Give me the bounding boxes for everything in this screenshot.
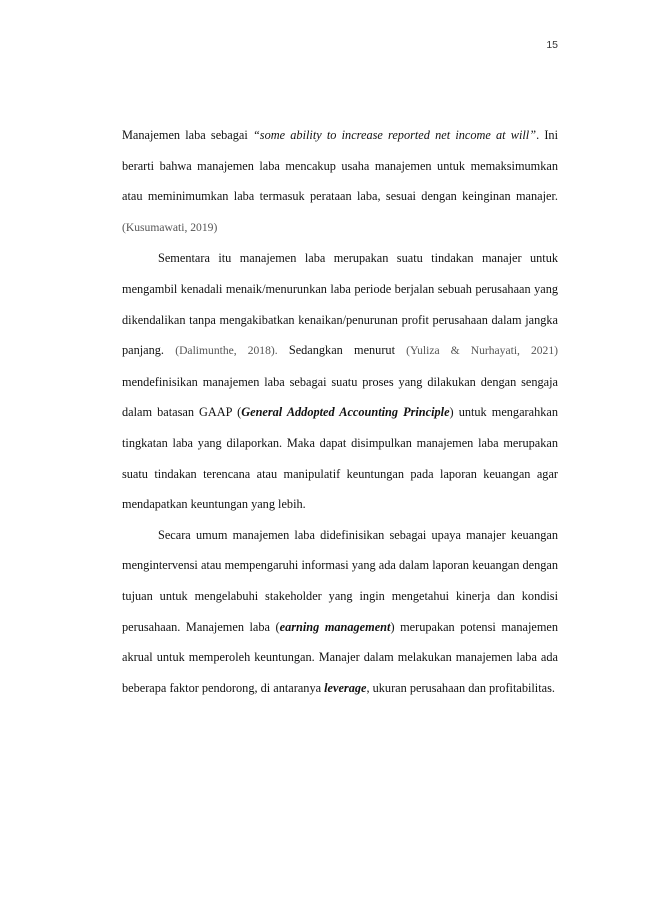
p2-text-1: Sementara itu manajemen laba merupakan suatu tindakan manajer untuk mengambil kenadali menaik/menurunkan laba periode berjalan sebuah perusahaan yang dikendalikan tanpa mengakibatkan kenaikan/penurunan profit perusahaan dalam jangka panjang. [122,251,558,358]
paragraph-1 [122,120,558,243]
p3-text-2: ) merupakan potensi manajemen akrual untuk memperoleh keuntungan. Manajer dalam melakukan manajemen laba ada beberapa faktor pendorong, di antaranya [122,619,558,695]
p1-text-1: Manajemen laba sebagai [122,128,253,142]
p1-quote: “some ability to increase reported net income at will” [252,128,537,142]
paragraph-2 [122,243,558,519]
page-number: 15 [546,39,558,51]
p3-text-3: , ukuran perusahaan dan profitabilitas. [366,680,555,695]
p1-citation: (Kusumawati, 2019) [122,220,218,234]
p2-text-4: ) untuk mengarahkan tingkatan laba yang dilaporkan. Maka dapat disimpulkan manajemen laba merupakan suatu tindakan terencana atau manipulatif keuntungan pada laporan keuangan agar mendapatkan keuntungan yang lebih. [122,405,558,512]
p2-citation-1: (Dalimunthe, 2018). [175,344,278,358]
body-text [122,120,558,703]
p2-gaap-term: General Addopted Accounting Principle [241,405,450,420]
p3-term-leverage: leverage [324,680,367,695]
p2-citation-2: (Yuliza & Nurhayati, 2021) [406,344,559,358]
p3-text-1: Secara umum manajemen laba didefinisikan sebagai upaya manajer keuangan mengintervensi atau mempengaruhi informasi yang ada dalam laporan keuangan dengan tujuan untuk mengelabuhi stakeholder yang ingin mengetahui kinerja dan kondisi perusahaan. Manajemen laba ( [122,527,558,634]
p1-text-2: . Ini berarti bahwa manajemen laba mencakup usaha manajemen untuk memaksimumkan atau meminimumkan laba termasuk perataan laba, sesuai dengan keinginan manajer. [122,128,558,204]
p3-term-earning-management: earning management [279,619,391,634]
paragraph-3 [122,520,558,704]
p2-text-2: Sedangkan menurut [277,343,407,358]
p2-text-3: mendefinisikan manajemen laba sebagai suatu proses yang dilakukan dengan sengaja dalam batasan GAAP ( [122,374,558,420]
